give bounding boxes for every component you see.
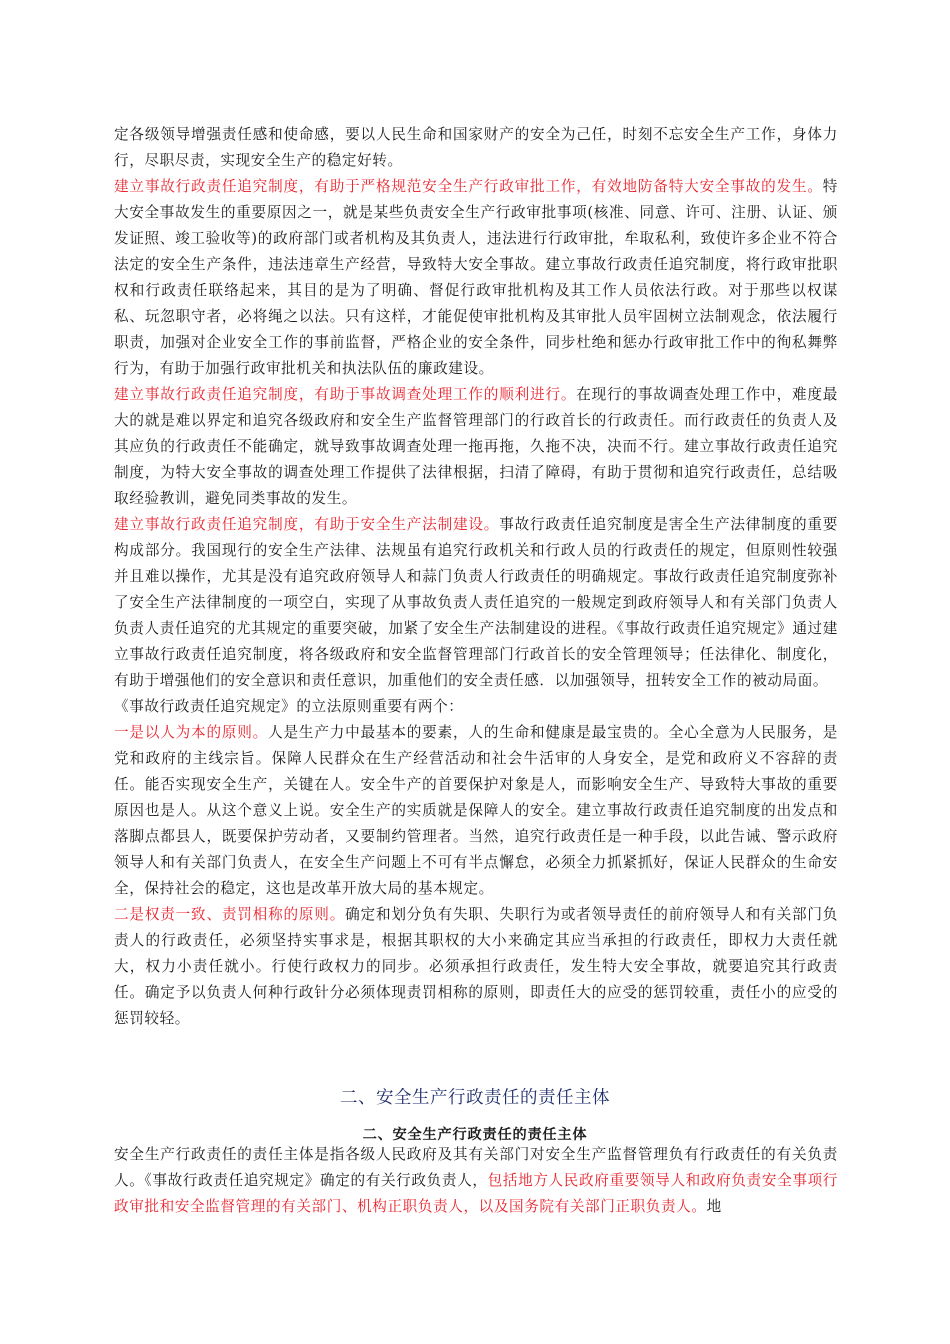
highlight-text: 二是权责一致、责罚相称的原则。: [114, 906, 346, 923]
paragraph-text: 安全生产行政责任的责任主体是指各级人民政府及其有关部门对安全生产监督管理负有行政责任的有关负责人。《事故行政责任追究规定》确定的有关行政负责人，: [114, 1146, 838, 1189]
section-subheading: 二、安全生产行政责任的责任主体: [362, 1127, 588, 1143]
highlight-text: 建立事故行政责任追究制度，有助于安全生产法制建设。: [114, 516, 500, 533]
paragraph-approval: [114, 174, 838, 382]
highlight-text: 建立事故行政责任追究制度，有助于事故调查处理工作的顺利进行。: [114, 386, 577, 403]
paragraph-legal-construction: [114, 512, 838, 694]
paragraph-text: 特大安全事故发生的重要原因之一，就是某些负责安全生产行政审批事项(核准、同意、许可、注册、认证、颁发证照、竣工验收等)的政府部门或者机构及其负责人，违法进行行政审批，牟取私利，致使许多企业不符合法定的安全生产条件，违法违章生产经营，导致特大安全事故。建立事故行政责任追究制度，将行政审批职权和行政责任联络起来，其目的是为了明确、督促行政审批机构及其工作人员依法行政。对于那些以权谋私、玩忽职守者，必将绳之以法。只有这样，才能促使审批机构及其审批人员牢固树立法制观念，依法履行职责，加强对企业安全工作的事前监督，严格企业的安全条件，同步杜绝和惩办行政审批工作中的徇私舞弊行为，有助于加强行政审批机关和执法队伍的廉政建设。: [114, 178, 838, 377]
highlight-text: 包括地方人民政府重要领导人和政府负责安全事项行政审批和安全监督管理的有关部门、机构正职负责人，以及国务院有关部门正职负责人。: [114, 1172, 838, 1215]
highlight-text: 一是以人为本的原则。: [114, 724, 269, 741]
paragraph-text: 在现行的事故调查处理工作中，难度最大的就是难以界定和追究各级政府和安全生产监督管理部门的行政首长的行政责任。而行政责任的负责人及其应负的行政责任不能确定，就导致事故调查处理一拖再拖，久拖不决，决而不行。建立事故行政责任追究制度，为特大安全事故的调查处理工作提供了法律根据，扫清了障碍，有助于贯彻和追究行政责任，总结吸取经验教训，避免同类事故的发生。: [114, 386, 838, 507]
paragraph-text: 定各级领导增强责任感和使命感，要以人民生命和国家财产的安全为己任，时刻不忘安全生产工作，身体力行，尽职尽责，实现安全生产的稳定好转。: [114, 126, 838, 169]
section-heading: 二、安全生产行政责任的责任主体: [340, 1088, 610, 1108]
paragraph-investigation: [114, 382, 838, 512]
paragraph-text: 事故行政责任追究制度是害全生产法律制度的重要构成部分。我国现行的安全生产法律、法规虽有追究行政机关和行政人员的行政责任的规定，但原则性较强并且难以操作，尤其是没有追究政府领导人和蒜门负责人行政责任的明确规定。事故行政责任追究制度弥补了安全生产法律制度的一项空白，实现了从事故负责人责任追究的一般规定到政府领导人和有关部门负责人负责人责任追究的尤其规定的重要突破，加紧了安全生产法制建设的进程。《事故行政责任追究规定》通过建立事故行政责任追究制度，将各级政府和安全监督管理部门行政首长的安全管理领导；任法律化、制度化，有助于增强他们的安全意识和责任意识，加重他们的安全责任感．以加强领导，扭转安全工作的被动局面。: [114, 516, 838, 689]
paragraph-text: 确定和划分负有失职、失职行为或者领导责任的前府领导人和有关部门负责人的行政责任，必须坚持实事求是，根据其职权的大小来确定其应当承担的行政责任，即权力大责任就大，权力小责任就小。行使行政权力的同步。必须承担行政责任，发生特大安全事故，就要追究其行政责任。确定予以负责人何种行政针分必须体现责罚相称的原则，即责任大的应受的惩罚较重，责任小的应受的惩罚较轻。: [114, 906, 838, 1027]
paragraph-principle-two: [114, 902, 838, 1032]
paragraph-principle-one: [114, 720, 838, 902]
highlight-text: 建立事故行政责任追究制度，有助于严格规范安全生产行政审批工作，有效地防备特大安全事故的发生。: [114, 178, 823, 195]
document-body: [114, 122, 838, 1032]
paragraph-text: 《事故行政责任追究规定》的立法原则重要有两个：: [114, 698, 464, 715]
paragraph-intro: [114, 122, 838, 174]
paragraph-text: 人是生产力中最基本的要素，人的生命和健康是最宝贵的。全心全意为人民服务，是党和政府的主线宗旨。保障人民群众在生产经营活动和社会牛活审的人身安全，是党和政府义不容辞的责任。能否实现安全生产，关键在人。安全牛产的首要保护对象是人，而影响安全生产、导致特大事故的重要原因也是人。从这个意义上说。安全生产的实质就是保障人的安全。建立事故行政责任追究制度的出发点和落脚点都县人，既要保护劳动者，又要制约管理者。当然，追究行政责任是一种手段，以此告诫、警示政府领导人和有关部门负责人，在安全生产问题上不可有半点懈怠，必须全力抓紧抓好，保证人民群众的生命安全，保持社会的稳定，这也是改革开放大局的基本规定。: [114, 724, 838, 897]
paragraph-responsibility-subject: [114, 1142, 838, 1220]
section-body: [114, 1142, 838, 1220]
paragraph-text: 地: [706, 1198, 722, 1215]
paragraph-principles-intro: [114, 694, 838, 720]
